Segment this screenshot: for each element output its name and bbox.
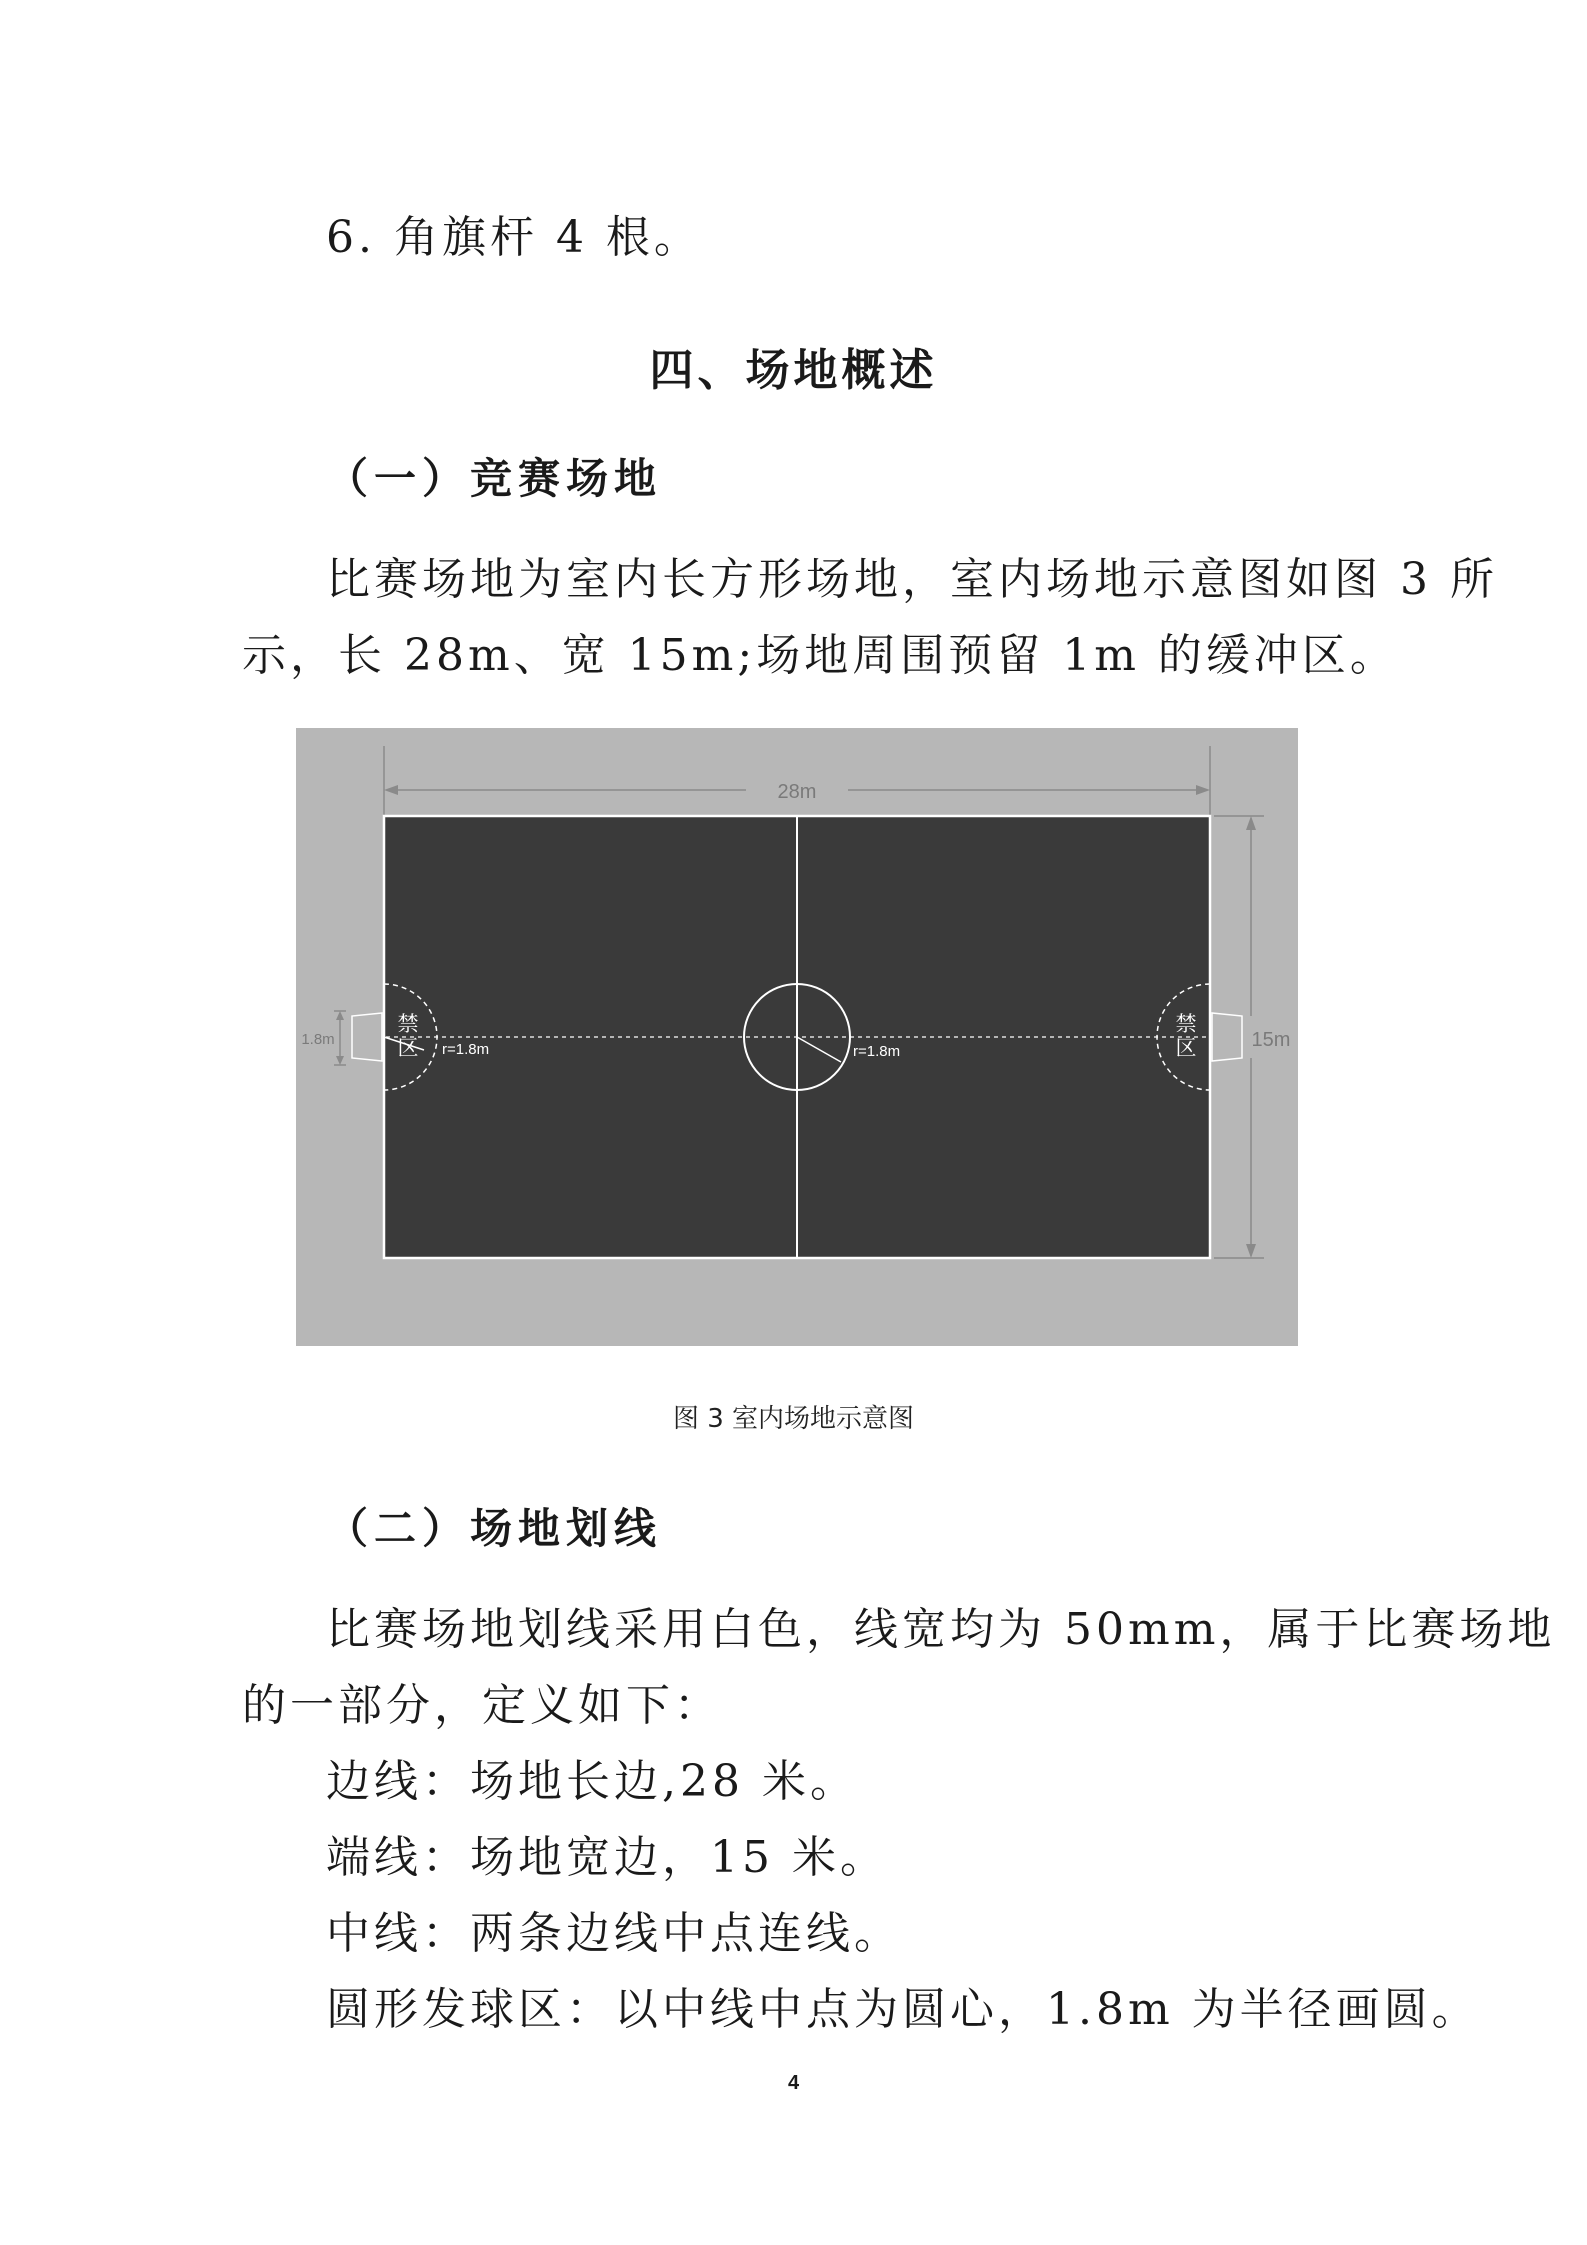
- width-label: 15m: [1251, 1029, 1291, 1051]
- right-zone-char-1: 禁: [1175, 1012, 1197, 1036]
- length-label: 28m: [777, 781, 817, 803]
- definition-serve-circle: 圆形发球区：以中线中点为圆心，1.8m 为半径画圆。: [326, 1984, 1480, 2035]
- paragraph-field-line-1: 比赛场地为室内长方形场地，室内场地示意图如图 3 所: [326, 554, 1498, 605]
- definition-midline: 中线：两条边线中点连线。: [326, 1908, 902, 1959]
- section-title: 四、场地概述: [649, 345, 938, 396]
- paragraph-markings-line-2: 的一部分，定义如下：: [242, 1680, 722, 1731]
- definition-endline: 端线：场地宽边，15 米。: [326, 1832, 888, 1883]
- left-zone-char-2: 区: [397, 1036, 419, 1060]
- page-number: 4: [787, 2072, 800, 2094]
- subsection-title-field-markings: （二）场地划线: [326, 1504, 663, 1553]
- paragraph-markings-line-1: 比赛场地划线采用白色，线宽均为 50mm，属于比赛场地: [326, 1604, 1556, 1655]
- paragraph-field-line-2: 示，长 28m、宽 15m;场地周围预留 1m 的缓冲区。: [242, 630, 1398, 681]
- center-radius-label: r=1.8m: [853, 1043, 901, 1060]
- right-zone-char-2: 区: [1175, 1036, 1197, 1060]
- goal-width-label: 1.8m: [301, 1031, 335, 1048]
- list-item-corner-flags: 6. 角旗杆 4 根。: [326, 212, 702, 263]
- left-zone-char-1: 禁: [397, 1012, 419, 1036]
- figure-caption: 图 3 室内场地示意图: [672, 1404, 915, 1434]
- subsection-title-competition-field: （一）竞赛场地: [326, 454, 663, 503]
- left-radius-label: r=1.8m: [442, 1041, 490, 1058]
- definition-sideline: 边线：场地长边,28 米。: [326, 1756, 858, 1807]
- court-diagram: [296, 728, 1298, 1346]
